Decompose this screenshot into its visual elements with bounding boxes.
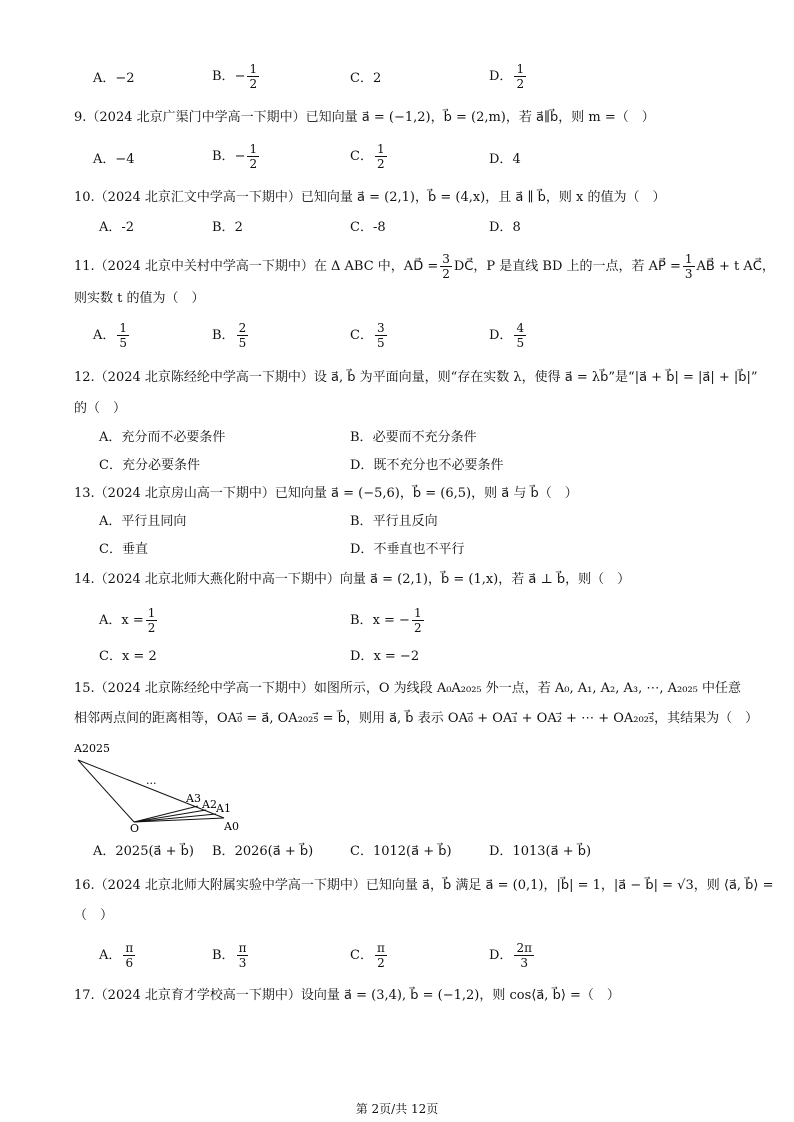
q17-stem: 17.（2024 北京育才学校高一下期中）设向量 a⃗ = (3,4), b⃗ = (−1,2)，则 cos⟨a⃗, b⃗⟩ =（ ） bbox=[74, 988, 620, 1003]
q11-stem-continued: 则实数 t 的值为（ ） bbox=[74, 291, 205, 306]
q13-option-d: D．不垂直也不平行 bbox=[350, 542, 465, 557]
q14-option-a: A．x = $\frac{1}{2}$ bbox=[99, 606, 156, 635]
fraction: $\frac{2\pi}{3}$ bbox=[516, 941, 532, 970]
q8-option-b: B．− $\frac{1}{2}$ bbox=[212, 62, 258, 91]
q15-option-d: D．1013(a⃗ + b⃗) bbox=[489, 844, 592, 859]
q15-stem: 15.（2024 北京陈经纶中学高一下期中）如图所示，O 为线段 A₀A₂₀₂₅ 外一点，若 A₀, A₁, A₂, A₃, ⋯, A₂₀₂₅ 中任意 bbox=[74, 681, 741, 696]
fraction: $\frac{3}{2}$ bbox=[442, 252, 450, 281]
label-a2025: A2025 bbox=[74, 742, 110, 755]
fraction: $\frac{1}{2}$ bbox=[249, 62, 258, 91]
q8-option-d: D． $\frac{1}{2}$ bbox=[489, 62, 525, 91]
q9-stem: 9.（2024 北京广渠门中学高一下期中）已知向量 a⃗ = (−1,2)，b⃗ = (2,m)，若 a⃗∥b⃗，则 m =（ ） bbox=[74, 110, 655, 125]
label-o: O bbox=[130, 822, 140, 834]
q13-option-b: B．平行且反向 bbox=[350, 514, 438, 529]
q10-option-b: B．2 bbox=[212, 220, 243, 235]
q13-stem: 13.（2024 北京房山高一下期中）已知向量 a⃗ = (−5,6)，b⃗ = (6,5)，则 a⃗ 与 b⃗（ ） bbox=[74, 486, 578, 501]
q15-option-c: C．1012(a⃗ + b⃗) bbox=[350, 844, 452, 859]
fraction: $\frac{1}{5}$ bbox=[119, 321, 128, 350]
label-a0: A0 bbox=[224, 820, 239, 833]
q12-option-a: A．充分而不必要条件 bbox=[99, 430, 226, 445]
q16-stem: 16.（2024 北京北师大附属实验中学高一下期中）已知向量 a⃗，b⃗ 满足 a⃗ = (0,1)，|b⃗| = 1，|a⃗ − b⃗| = √3，则 ⟨a⃗, b⃗⟩ = bbox=[74, 878, 774, 893]
q10-option-a: A．-2 bbox=[99, 220, 135, 235]
fraction: $\frac{1}{2}$ bbox=[516, 62, 525, 91]
q12-option-b: B．必要而不充分条件 bbox=[350, 430, 477, 445]
q16-option-d: D． $\frac{2\pi}{3}$ bbox=[489, 941, 532, 970]
q9-option-a: A．−4 bbox=[93, 152, 135, 167]
fraction: $\frac{\pi}{6}$ bbox=[125, 941, 134, 970]
q11-option-b: B． $\frac{2}{5}$ bbox=[212, 321, 247, 350]
q13-option-c: C．垂直 bbox=[99, 542, 148, 557]
segment-figure bbox=[70, 742, 270, 834]
q16-option-b: B． $\frac{\pi}{3}$ bbox=[212, 941, 247, 970]
q14-stem: 14.（2024 北京北师大燕化附中高一下期中）向量 a⃗ = (2,1)，b⃗ = (1,x)，若 a⃗ ⊥ b⃗，则（ ） bbox=[74, 572, 631, 587]
label-ellipsis: ... bbox=[146, 774, 157, 787]
fraction: $\frac{1}{2}$ bbox=[249, 142, 258, 171]
q15-option-a: A．2025(a⃗ + b⃗) bbox=[93, 844, 194, 859]
fraction: $\frac{\pi}{3}$ bbox=[238, 941, 247, 970]
q10-stem: 10.（2024 北京汇文中学高一下期中）已知向量 a⃗ = (2,1)，b⃗ = (4,x)，且 a⃗ ∥ b⃗，则 x 的值为（ ） bbox=[74, 190, 666, 205]
q12-option-c: C．充分必要条件 bbox=[99, 458, 200, 473]
q9-option-d: D．4 bbox=[489, 152, 521, 167]
q9-option-b: B．− $\frac{1}{2}$ bbox=[212, 142, 258, 171]
q16-option-c: C． $\frac{\pi}{2}$ bbox=[350, 941, 385, 970]
page-footer: 第 2页/共 12页 bbox=[355, 1102, 439, 1116]
q11-option-a: A． $\frac{1}{5}$ bbox=[93, 321, 128, 350]
fraction: $\frac{3}{5}$ bbox=[376, 321, 385, 350]
q11-option-d: D． $\frac{4}{5}$ bbox=[489, 321, 525, 350]
q12-option-d: D．既不充分也不必要条件 bbox=[350, 458, 504, 473]
q10-option-c: C．-8 bbox=[350, 220, 386, 235]
label-a1: A1 bbox=[216, 802, 231, 815]
q14-option-d: D．x = −2 bbox=[350, 649, 420, 664]
fraction: $\frac{1}{3}$ bbox=[684, 252, 693, 281]
q14-option-b: B．x = − $\frac{1}{2}$ bbox=[350, 606, 422, 635]
label-a3: A3 bbox=[186, 792, 201, 805]
q12-stem: 12.（2024 北京陈经纶中学高一下期中）设 a⃗, b⃗ 为平面向量，则“存在实数 λ，使得 a⃗ = λb⃗”是“|a⃗ + b⃗| = |a⃗| + |b⃗|” bbox=[74, 370, 758, 385]
q10-option-d: D．8 bbox=[489, 220, 521, 235]
q8-option-c: C．2 bbox=[350, 71, 382, 86]
fraction: $\frac{1}{2}$ bbox=[147, 606, 156, 635]
q12-stem-continued: 的（ ） bbox=[74, 401, 127, 416]
label-a2: A2 bbox=[202, 798, 217, 811]
q13-option-a: A．平行且同向 bbox=[99, 514, 187, 529]
q11-option-c: C． $\frac{3}{5}$ bbox=[350, 321, 385, 350]
q11-stem: 11.（2024 北京中关村中学高一下期中）在 Δ ABC 中，AD⃗ = $\frac{3}{2}$ DC⃗，P 是直线 BD 上的一点，若 AP⃗ = $\frac{1}{3}$ AB⃗ + t AC⃗， bbox=[74, 252, 775, 281]
q16-stem-continued: （ ） bbox=[74, 908, 114, 923]
fraction: $\frac{4}{5}$ bbox=[516, 321, 525, 350]
q9-option-c: C． $\frac{1}{2}$ bbox=[350, 142, 385, 171]
q15-stem-continued: 相邻两点间的距离相等，OA₀⃗ = a⃗, OA₂₀₂₅⃗ = b⃗，则用 a⃗, b⃗ 表示 OA₀⃗ + OA₁⃗ + OA₂⃗ + ⋯ + OA₂₀₂₅⃗，其结果为（ ） bbox=[74, 711, 759, 726]
fraction: $\frac{1}{2}$ bbox=[376, 142, 385, 171]
fraction: $\frac{1}{2}$ bbox=[413, 606, 422, 635]
fraction: $\frac{\pi}{2}$ bbox=[376, 941, 385, 970]
q8-option-a: A．−2 bbox=[93, 71, 135, 86]
q15-option-b: B．2026(a⃗ + b⃗) bbox=[212, 844, 314, 859]
q16-option-a: A． $\frac{\pi}{6}$ bbox=[99, 941, 134, 970]
q14-option-c: C．x = 2 bbox=[99, 649, 157, 664]
fraction: $\frac{2}{5}$ bbox=[238, 321, 247, 350]
